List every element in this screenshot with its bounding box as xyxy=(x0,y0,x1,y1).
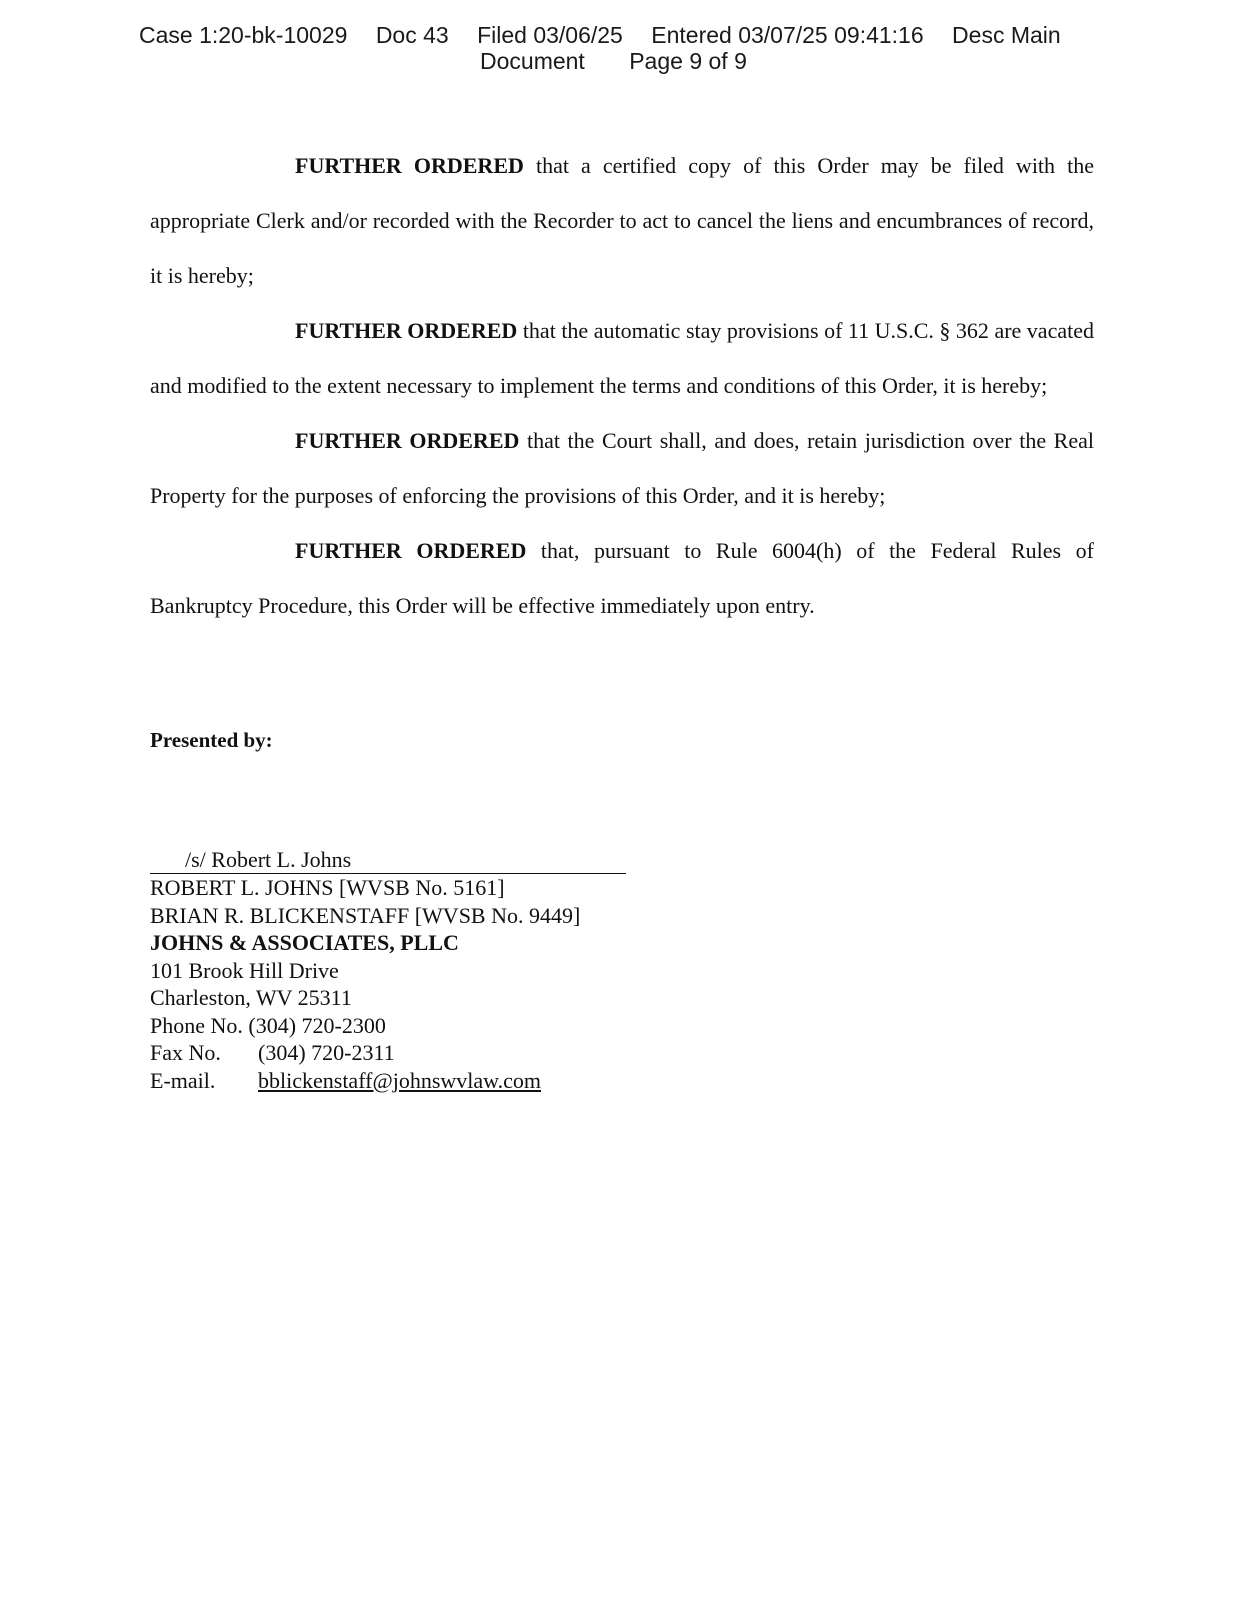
header-line-1 xyxy=(139,22,1061,48)
entered-date: Entered 03/07/25 09:41:16 xyxy=(651,22,924,48)
page-number: Page 9 of 9 xyxy=(629,48,747,74)
fax-row xyxy=(150,1039,626,1067)
paragraph-lead: FURTHER ORDERED xyxy=(295,318,518,343)
paragraph-lead: FURTHER ORDERED xyxy=(295,153,524,178)
header-line-2 xyxy=(480,48,747,74)
email-link[interactable]: bblickenstaff@johnswvlaw.com xyxy=(258,1067,541,1093)
order-paragraph xyxy=(150,303,1094,413)
paragraph-text: that, pursuant to Rule 6004(h) of the Federal Rules of Bankruptcy Procedure, this Order will be effective immediately upon entry. xyxy=(150,538,1094,618)
attorney-name: ROBERT L. JOHNS [WVSB No. 5161] xyxy=(150,875,505,900)
presented-by-label: Presented by: xyxy=(150,728,273,752)
phone-label: Phone No. xyxy=(150,1012,243,1038)
fax-number: (304) 720-2311 xyxy=(258,1040,395,1065)
fax-label: Fax No. xyxy=(150,1040,221,1065)
paragraph-lead: FURTHER ORDERED xyxy=(295,428,520,453)
order-paragraph xyxy=(150,523,1094,633)
paragraph-text: that a certified copy of this Order may be filed with the appropriate Clerk and/or recorded with the Recorder to act to cancel the liens and encumbrances of record, it is hereby; xyxy=(150,153,1094,288)
phone-row xyxy=(150,1012,626,1040)
case-number: Case 1:20-bk-10029 xyxy=(139,22,348,48)
signature-block xyxy=(150,846,626,1094)
phone-number: (304) 720-2300 xyxy=(248,1012,386,1038)
order-paragraph xyxy=(150,138,1094,303)
address-line: 101 Brook Hill Drive xyxy=(150,957,339,983)
firm-name: JOHNS & ASSOCIATES, PLLC xyxy=(150,930,459,955)
paragraph-lead: FURTHER ORDERED xyxy=(295,538,527,563)
order-body xyxy=(150,138,1094,633)
electronic-signature: /s/ Robert L. Johns xyxy=(185,846,352,872)
email-row xyxy=(150,1067,626,1095)
document-label: Document xyxy=(480,48,585,74)
signature-line xyxy=(150,846,626,874)
order-paragraph xyxy=(150,413,1094,523)
paragraph-text: that the Court shall, and does, retain jurisdiction over the Real Property for the purposes of enforcing the provisions of this Order, and it is hereby; xyxy=(150,428,1094,508)
paragraph-text: that the automatic stay provisions of 11 U.S.C. § 362 are vacated and modified to the extent necessary to implement the terms and conditions of this Order, it is hereby; xyxy=(150,318,1094,398)
address-line: Charleston, WV 25311 xyxy=(150,985,352,1010)
filed-date: Filed 03/06/25 xyxy=(477,22,623,48)
doc-number: Doc 43 xyxy=(375,22,449,48)
attorney-name: BRIAN R. BLICKENSTAFF [WVSB No. 9449] xyxy=(150,902,581,928)
email-label: E-mail. xyxy=(150,1067,216,1093)
desc-label: Desc Main xyxy=(952,22,1061,48)
